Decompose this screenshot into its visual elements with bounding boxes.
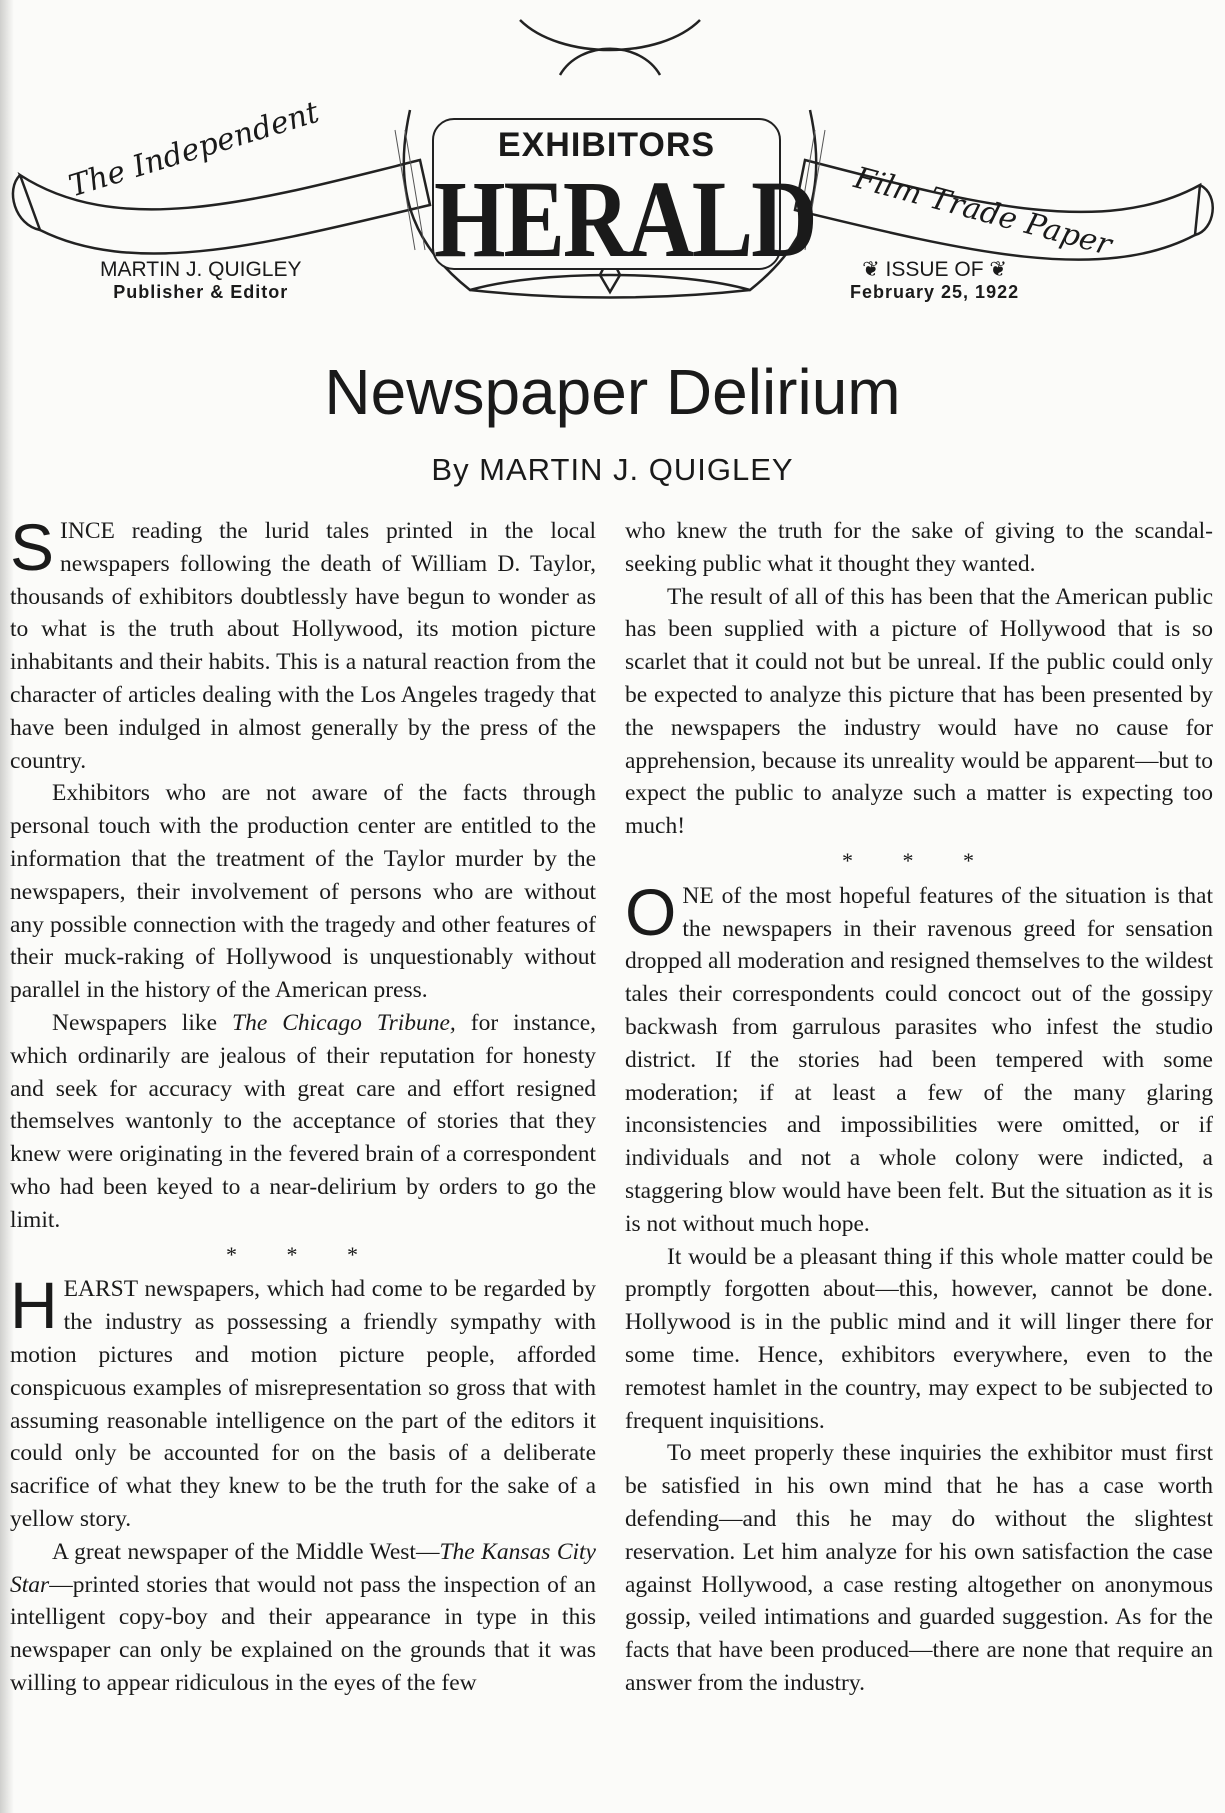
tagline-right: Film Trade Paper	[850, 160, 1116, 263]
fleuron-icon: ❦	[862, 258, 886, 281]
publisher-block	[100, 258, 301, 304]
paragraph-text: NE of the most hopeful features of the situation is that the newspapers in their ravenous greed for sensation dropped all moderation and resigned themselves to the wildest tales their correspondents could concoct out of the gossipy backwash from garrulous parasites who infest the studio district. If the stories had been tempered with some moderation; if at least a few of the many glaring inconsistencies and impossibilities were omitted, or if individuals and not a whole colony were indicted, a staggering blow would have been felt. But the situation as it is is not without much hope.	[625, 882, 1213, 1237]
paragraph: Exhibitors who are not aware of the facts through personal touch with the production center are entitled to the information that the treatment of the Taylor murder by the newspapers, their involvement of persons who are without any possible connection with the tragedy and other features of their muck-raking of Hollywood is unquestionably without parallel in the history of the American press.	[10, 780, 596, 1004]
publication-name: The Kansas City Star	[10, 1538, 596, 1598]
paragraph	[10, 1007, 596, 1237]
section-break: * * *	[226, 1241, 380, 1267]
issue-block	[850, 258, 1019, 304]
paragraph-text: Newspapers like	[52, 1009, 232, 1036]
drop-cap: O	[625, 874, 677, 949]
paragraph	[625, 874, 1213, 1241]
paragraph	[10, 1268, 596, 1535]
publisher-name: MARTIN J. QUIGLEY	[100, 258, 302, 281]
article-title: Newspaper Delirium	[324, 356, 901, 428]
paragraph-text: —printed stories that would not pass the inspection of an intelligent copy-boy and their appearance in type in this newspaper can only be explained on the grounds that it was willing to appear ridiculous in the eyes of the few	[10, 1571, 596, 1696]
paragraph: It would be a pleasant thing if this whole matter could be promptly forgotten about—this, however, cannot be done. Hollywood is in the public mind and it will linger there for some time. Hence, exhibitors everywhere, even to the remotest hamlet in the country, may expect to be subjected to frequent inquisitions.	[625, 1243, 1213, 1434]
fleuron-icon: ❦	[983, 258, 1007, 281]
issue-date: February 25, 1922	[850, 282, 1020, 302]
paragraph-text: for instance, which ordinarily are jealous of their reputation for honesty and seek for accuracy with great care and effort resigned themselves wantonly to the acceptance of stories that they knew were originating in the fevered brain of a correspondent who had been keyed to a near-delirium by orders to go the limit.	[10, 1009, 596, 1233]
column-right	[625, 515, 1213, 1700]
paragraph	[10, 1536, 596, 1700]
paragraph: who knew the truth for the sake of giving to the scandal-seeking public what it thought they wanted.	[625, 518, 1213, 577]
column-left	[10, 510, 596, 1700]
paragraph-text: A great newspaper of the Middle West—	[52, 1538, 440, 1565]
publication-name: The Chicago Tribune,	[232, 1009, 456, 1036]
drop-cap: S	[10, 510, 55, 584]
issue-label: ISSUE OF	[885, 258, 984, 281]
paragraph-text: EARST newspapers, which had come to be regarded by the industry as possessing a friendly sympathy with motion pictures and motion picture people, afforded conspicuous examples of misrepresentation so gross that with assuming reasonable intelligence on the part of the editors it could only be accounted for on the basis of a deliberate sacrifice of what they knew to be the truth for the sake of a yellow story.	[10, 1276, 596, 1532]
tagline-left: The Independent	[64, 94, 324, 205]
logo-herald: HERALD	[434, 157, 816, 281]
byline: By MARTIN J. QUIGLEY	[431, 452, 794, 487]
paragraph: The result of all of this has been that the American public has been supplied with a picture of Hollywood that is so scarlet that it could not but be unreal. If the public could only be expected to analyze this picture that has been presented by the newspapers the industry would have no cause for apprehension, because its unreality would be apparent—but to expect the public to analyze such a matter is expecting too much!	[625, 583, 1213, 840]
section-break: * * *	[842, 847, 996, 873]
drop-cap: H	[10, 1268, 58, 1343]
masthead	[0, 0, 1225, 320]
publisher-role: Publisher & Editor	[113, 282, 289, 302]
paragraph-text: INCE reading the lurid tales printed in the local newspapers following the death of William D. Taylor, thousands of exhibitors doubtlessly have begun to wonder as to what is the truth about Hollywood, its motion picture inhabitants and their habits. This is a natural reaction from the character of articles dealing with the Los Angeles tragedy that have been indulged in almost generally by the press of the country.	[10, 518, 596, 774]
logo	[432, 118, 816, 281]
paragraph	[10, 510, 596, 777]
paragraph: To meet properly these inquiries the exhibitor must first be satisfied in his own mind that he has a case worth defending—and this he may do without the slightest reservation. Let him analyze for his own satisfaction the case against Hollywood, a case resting altogether on anonymous gossip, veiled intimations and guarded suggestion. As for the facts that have been produced—there are none that require an answer from the industry.	[625, 1440, 1213, 1696]
logo-exhibitors: EXHIBITORS	[497, 126, 716, 164]
